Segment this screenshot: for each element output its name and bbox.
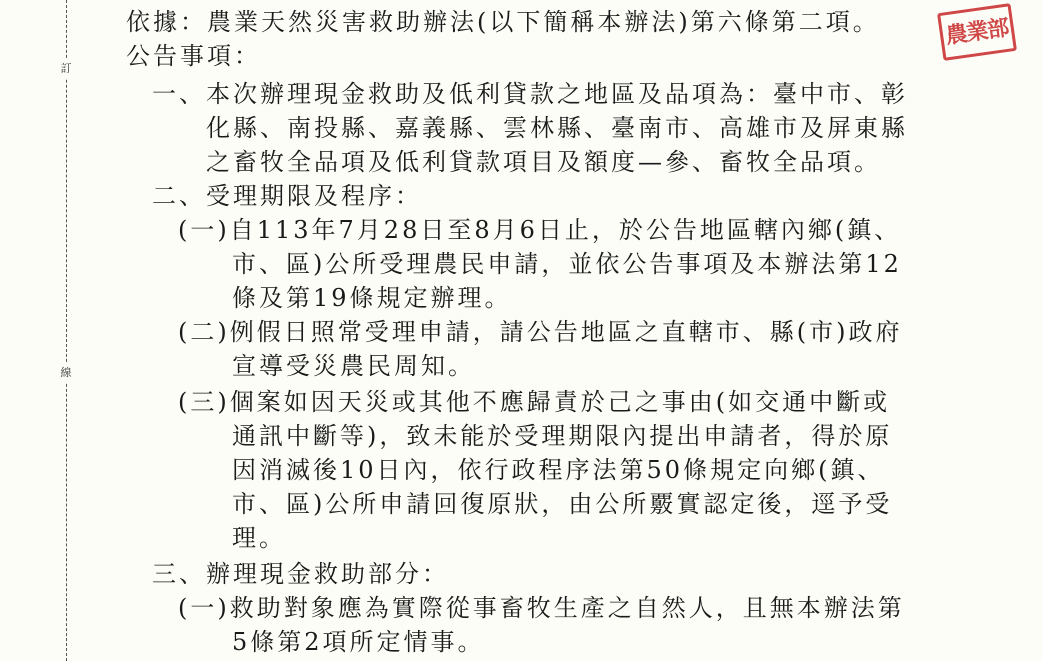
item-1-line-2: 化縣、南投縣、嘉義縣、雲林縣、臺南市、高雄市及屏東縣	[206, 114, 908, 142]
basis-line: 依據：農業天然災害救助辦法(以下簡稱本辦法)第六條第二項。	[126, 8, 880, 36]
item-2-3-line-3: 因消滅後10日內，依行政程序法第50條規定向鄉(鎮、	[232, 456, 885, 484]
item-3-1-line-2: 5條第2項所定情事。	[232, 628, 485, 656]
item-2-1-line-2: 市、區)公所受理農民申請，並依公告事項及本辦法第12	[232, 250, 902, 278]
item-2-1-line-1: (一)自113年7月28日至8月6日止，於公告地區轄內鄉(鎮、	[178, 216, 902, 244]
item-1-line-3: 之畜牧全品項及低利貸款項目及額度—參、畜牧全品項。	[206, 148, 881, 176]
item-3-heading: 三、辦理現金救助部分：	[152, 560, 449, 588]
item-2-1-line-3: 條及第19條規定辦理。	[232, 284, 512, 312]
item-2-2-line-1: (二)例假日照常受理申請，請公告地區之直轄市、縣(市)政府	[178, 318, 903, 346]
item-2-2-line-2: 宣導受災農民周知。	[232, 352, 475, 380]
announcement-heading: 公告事項：	[126, 42, 261, 70]
binding-mark-bottom: 線	[56, 362, 76, 382]
item-1-line-1: 一、本次辦理現金救助及低利貸款之地區及品項為：臺中市、彰	[152, 80, 908, 108]
item-2-3-line-4: 市、區)公所申請回復原狀，由公所覈實認定後，逕予受	[232, 490, 893, 518]
binding-line	[66, 0, 67, 661]
item-2-heading: 二、受理期限及程序：	[152, 182, 422, 210]
item-2-3-line-2: 通訊中斷等)，致未能於受理期限內提出申請者，得於原	[232, 422, 893, 450]
binding-mark-top: 訂	[56, 58, 76, 78]
item-2-3-line-1: (三)個案如因天災或其他不應歸責於己之事由(如交通中斷或	[178, 388, 891, 416]
official-seal: 農業部	[937, 3, 1017, 61]
item-2-3-line-5: 理。	[232, 524, 286, 552]
item-3-1-line-1: (一)救助對象應為實際從事畜牧生產之自然人，且無本辦法第	[178, 594, 905, 622]
